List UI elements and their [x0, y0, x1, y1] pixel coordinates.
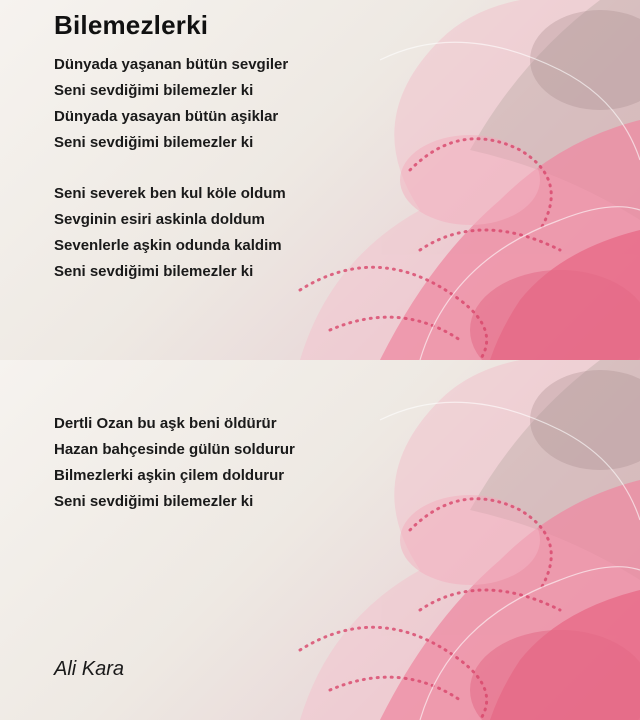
poem-line: Seni sevdiğimi bilemezler ki: [54, 134, 254, 151]
poem-line: Sevginin esiri askinla doldum: [54, 211, 265, 228]
poem-line: Dünyada yaşanan bütün sevgiler: [54, 56, 289, 73]
poem-line: Seni severek ben kul köle oldum: [54, 185, 286, 202]
stanza-1: [54, 52, 288, 156]
poem-author: Ali Kara: [54, 658, 125, 680]
stanza-2: [54, 181, 286, 285]
poem-line: Dertli Ozan bu aşk beni öldürür: [54, 415, 277, 432]
poem-title: Bilemezlerki: [54, 10, 209, 40]
poem-line: Seni sevdiğimi bilemezler ki: [54, 493, 254, 510]
poem-line: Seni sevdiğimi bilemezler ki: [54, 82, 254, 99]
poem-line: Dünyada yasayan bütün aşiklar: [54, 108, 279, 125]
poem-line: Bilmezlerki aşkin çilem doldurur: [54, 467, 285, 484]
poem-line: Hazan bahçesinde gülün soldurur: [54, 441, 295, 458]
poem-line: Seni sevdiğimi bilemezler ki: [54, 263, 254, 280]
stanza-3: [54, 411, 295, 515]
poem-line: Sevenlerle aşkin odunda kaldim: [54, 237, 282, 254]
